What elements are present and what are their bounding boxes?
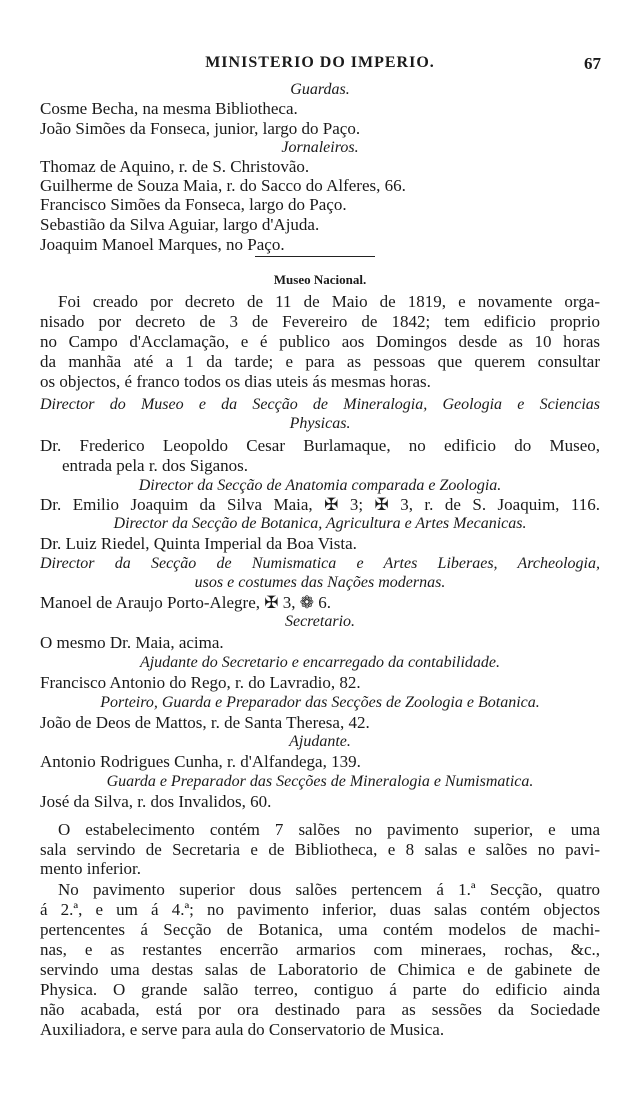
role-heading: Secretario. <box>284 613 356 630</box>
paragraph-line: mento inferior. <box>40 859 142 878</box>
paragraph-line: da manhãa até a 1 da tarde; e para as pessoas que querem consultar <box>40 352 600 371</box>
list-item: Dr. Luiz Riedel, Quinta Imperial da Boa Vista. <box>40 534 357 553</box>
role-heading: usos e costumes das Nações modernas. <box>194 574 446 591</box>
list-item: Guilherme de Souza Maia, r. do Sacco do Alferes, 66. <box>40 176 406 195</box>
paragraph-line: no Campo d'Acclamação, e é publico aos Domingos desde as 10 horas <box>40 332 600 351</box>
list-item: Dr. Frederico Leopoldo Cesar Burlamaque, no edificio do Museo, <box>40 436 600 455</box>
list-item: João de Deos de Mattos, r. de Santa Theresa, 42. <box>40 713 370 732</box>
role-heading: Physicas. <box>289 415 351 432</box>
paragraph-line: nas, e as restantes encerrão armarios com mineraes, rochas, &c., <box>40 940 600 959</box>
paragraph-line: servindo uma destas salas de Laboratorio de Chimica e de gabinete de <box>40 960 600 979</box>
list-item: Sebastião da Silva Aguiar, largo d'Ajuda. <box>40 215 320 234</box>
list-item: Dr. Emilio Joaquim da Silva Maia, ✠ 3; ✠ 3, r. de S. Joaquim, 116. <box>40 495 600 514</box>
role-heading: Director da Secção de Botanica, Agricultura e Artes Mecanicas. <box>113 515 527 532</box>
heading-guardas: Guardas. <box>290 81 350 98</box>
paragraph-line: No pavimento superior dous salões pertencem á 1.ª Secção, quatro <box>58 880 600 899</box>
paragraph-line: não acabada, está por ora destinado para as sessões da Sociedade <box>40 1000 600 1019</box>
list-item: Manoel de Araujo Porto-Alegre, ✠ 3, ❁ 6. <box>40 593 331 612</box>
role-heading: Ajudante. <box>289 733 351 750</box>
list-item: Francisco Antonio do Rego, r. do Lavradio, 82. <box>40 673 361 692</box>
list-item: Thomaz de Aquino, r. de S. Christovão. <box>40 157 310 176</box>
running-header: MINISTERIO DO IMPERIO. <box>205 54 435 71</box>
paragraph-line: nisado por decreto de 3 de Fevereiro de 1842; tem edificio proprio <box>40 312 600 331</box>
paragraph-line: O estabelecimento contém 7 salões no pavimento superior, e uma <box>58 820 600 839</box>
role-heading: Ajudante do Secretario e encarregado da contabilidade. <box>139 654 501 671</box>
paragraph-line: Foi creado por decreto de 11 de Maio de 1819, e novamente orga- <box>58 292 600 311</box>
list-item: Francisco Simões da Fonseca, largo do Paço. <box>40 195 347 214</box>
list-item: Joaquim Manoel Marques, no Paço. <box>40 235 285 254</box>
role-heading: Porteiro, Guarda e Preparador das Secções de Zoologia e Botanica. <box>100 694 540 711</box>
section-divider <box>255 256 375 257</box>
heading-jornaleiros: Jornaleiros. <box>281 139 359 156</box>
list-item: Cosme Becha, na mesma Bibliotheca. <box>40 99 298 118</box>
paragraph-line: Auxiliadora, e serve para aula do Conservatorio de Musica. <box>40 1020 445 1039</box>
list-item: José da Silva, r. dos Invalidos, 60. <box>40 792 272 811</box>
paragraph-line: sala servindo de Secretaria e de Bibliotheca, e 8 salas e salões no pavi- <box>40 840 600 859</box>
role-heading: Director da Secção de Numismatica e Artes Liberaes, Archeologia, <box>40 555 600 572</box>
list-item: entrada pela r. dos Siganos. <box>62 456 249 475</box>
list-item: Antonio Rodrigues Cunha, r. d'Alfandega, 139. <box>40 752 361 771</box>
role-heading: Director da Secção de Anatomia comparada e Zoologia. <box>138 477 502 494</box>
paragraph-line: Physica. O grande salão terreo, contiguo á parte do edificio ainda <box>40 980 600 999</box>
paragraph-line: pertencentes á Secção de Botanica, uma contém modelos de machi- <box>40 920 600 939</box>
role-heading: Director do Museo e da Secção de Mineralogia, Geologia e Sciencias <box>40 396 600 413</box>
paragraph-line: os objectos, é franco todos os dias uteis ás mesmas horas. <box>40 372 431 391</box>
section-heading-museo: Museo Nacional. <box>273 272 367 287</box>
list-item: João Simões da Fonseca, junior, largo do Paço. <box>40 119 361 138</box>
paragraph-line: á 2.ª, e um á 4.ª; no pavimento inferior, duas salas contém objectos <box>40 900 600 919</box>
role-heading: Guarda e Preparador das Secções de Mineralogia e Numismatica. <box>106 773 534 790</box>
page-number: 67 <box>584 54 601 73</box>
list-item: O mesmo Dr. Maia, acima. <box>40 633 224 652</box>
